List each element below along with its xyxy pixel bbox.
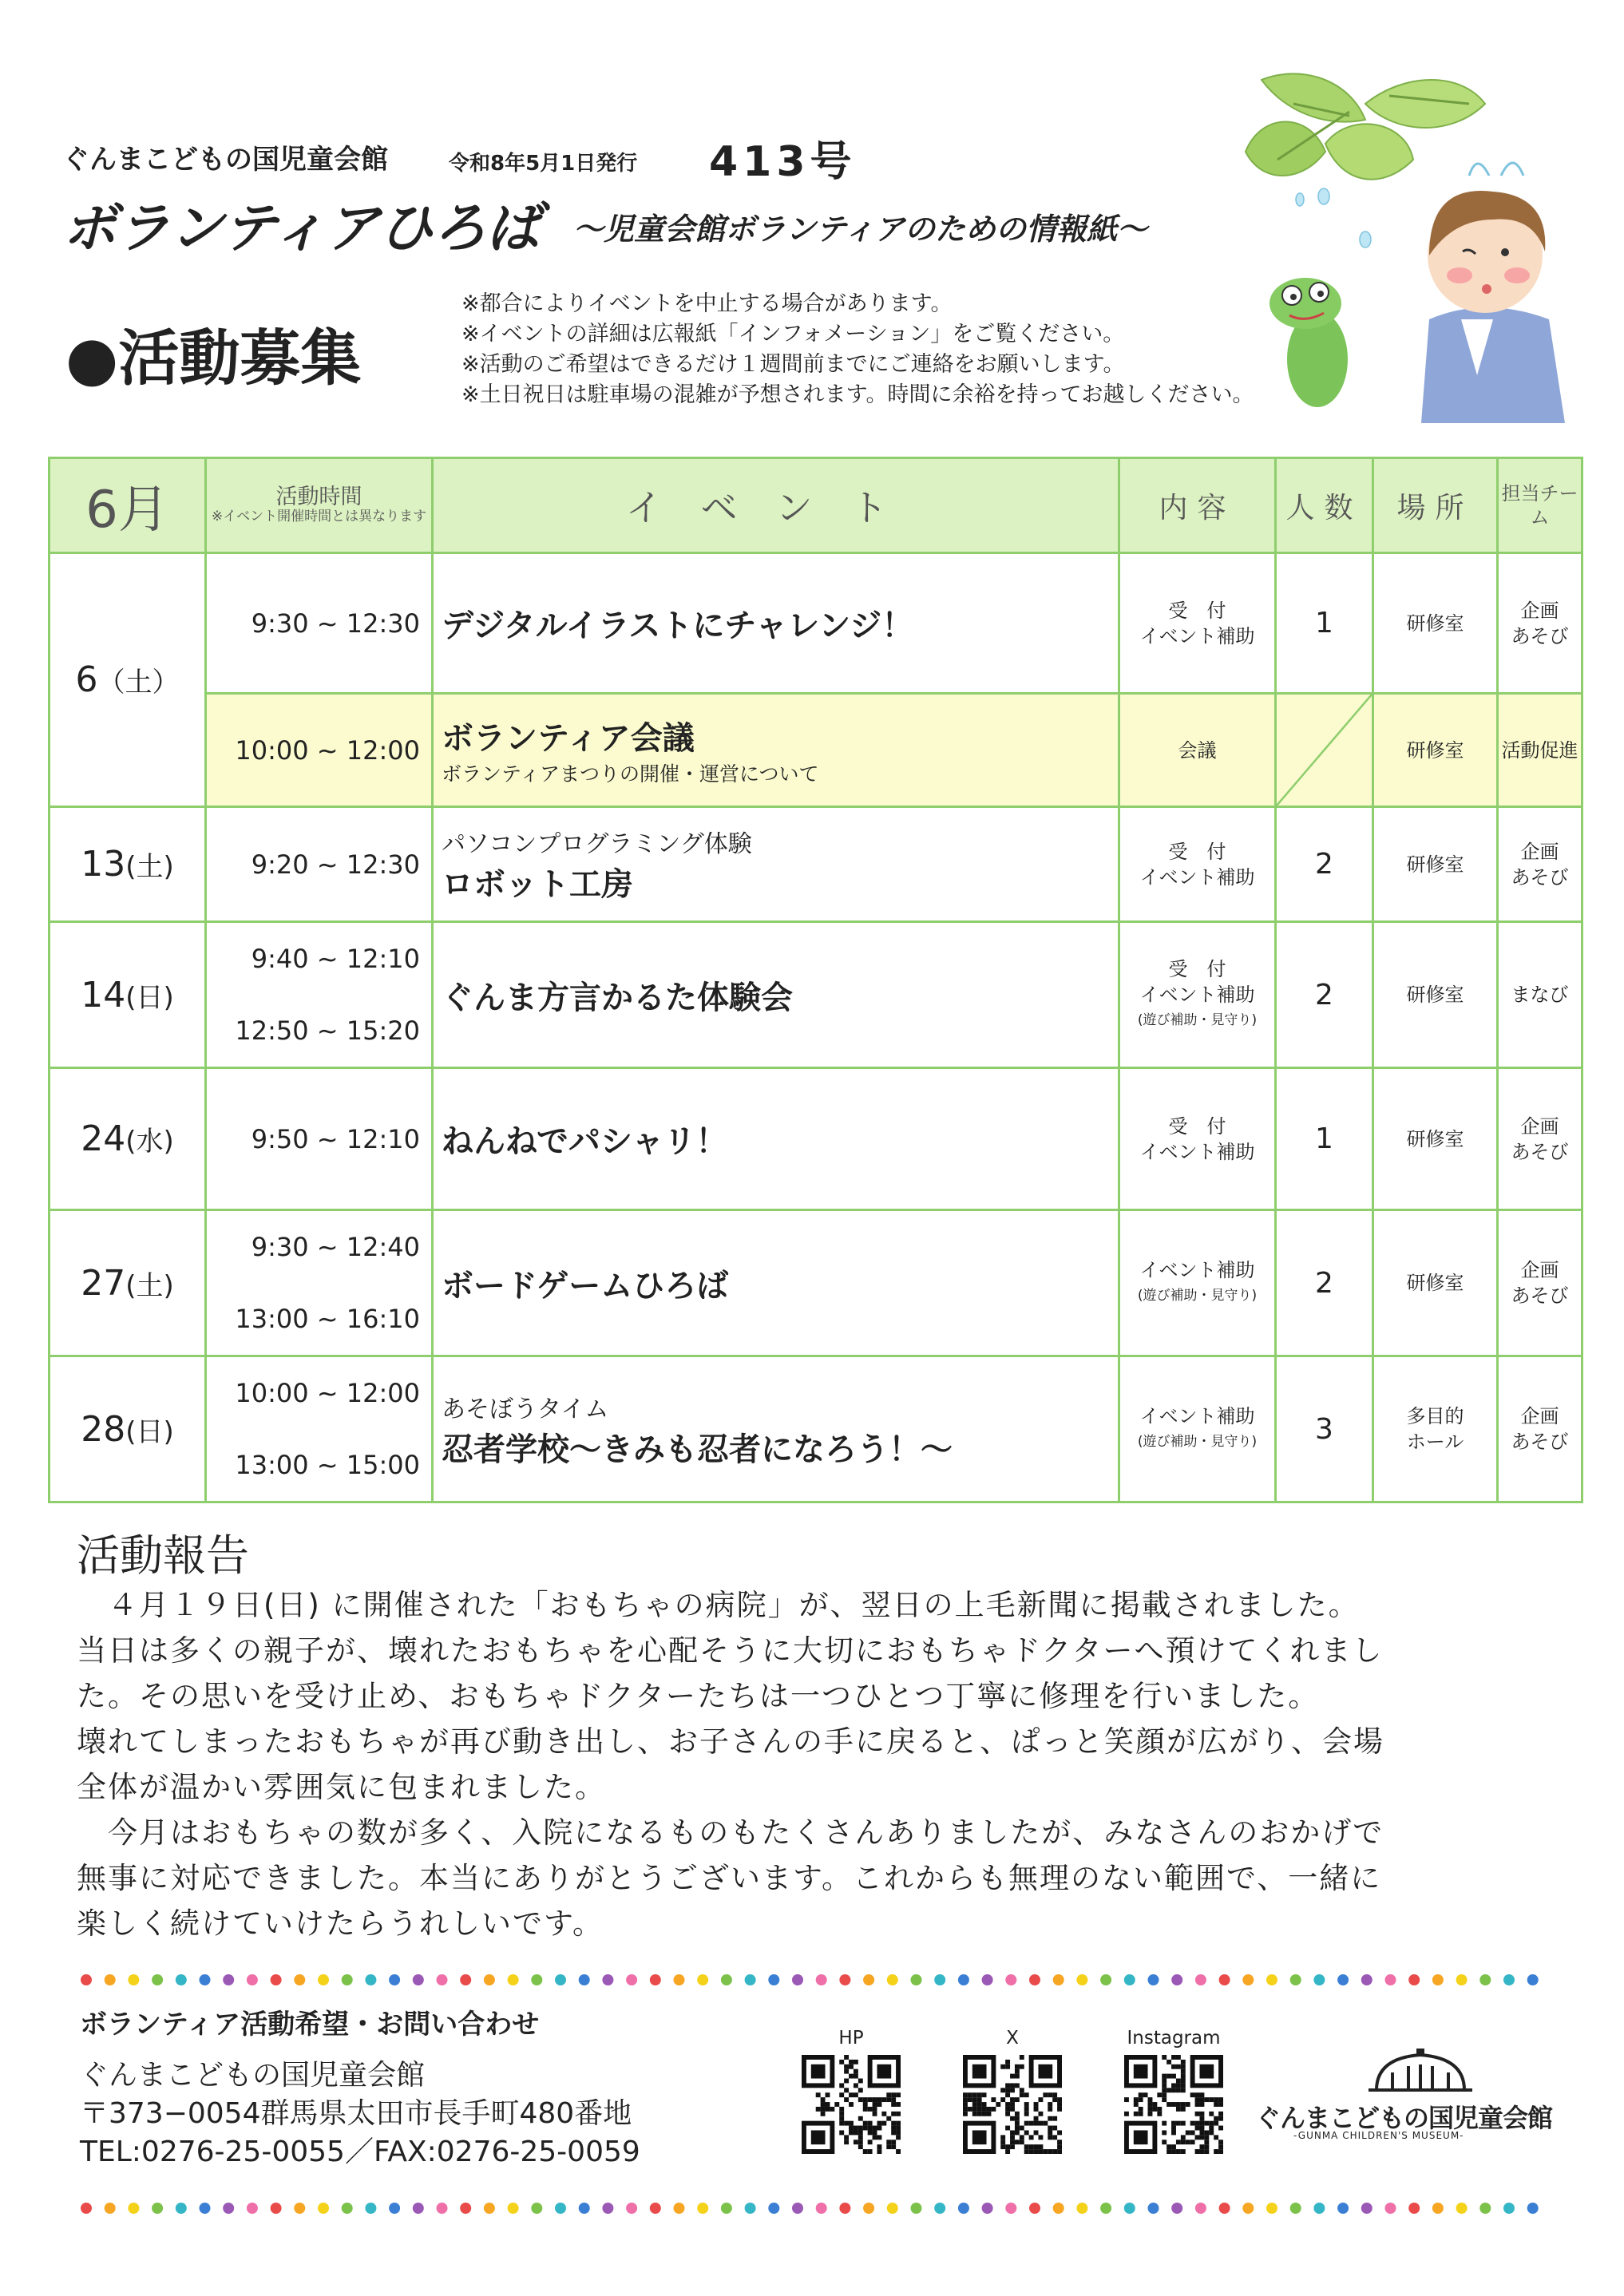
divider-dot [1432,1974,1444,1985]
divider-dot [982,2203,993,2214]
divider-dot [650,1974,661,1985]
time-slot: 10:00 ~ 12:00 [235,1378,420,1408]
content-note: (遊び補助・見守り) [1137,1288,1258,1304]
report-line: た。その思いを受け止め、おもちゃドクターたちは一つひとつ丁寧に修理を行いました。 [77,1679,1320,1713]
divider-dot [1385,1974,1396,1985]
event-title: ボードゲームひろば [442,1267,729,1304]
divider-dot [128,1974,139,1985]
recruitment-section-title: ●活動募集 [65,323,362,394]
date-cell [50,1210,206,1356]
divider-dot [389,1974,400,1985]
divider-dot [1266,1974,1277,1985]
day-number: 27 [81,1262,126,1304]
report-line: 無事に対応できました。本当にありがとうございます。これからも無理のない範囲で、一緒に [77,1861,1382,1895]
weekday: (日) [125,1415,174,1448]
date-cell [50,922,206,1068]
content-line: 受 付 [1168,958,1226,980]
divider-dot [626,1974,637,1985]
water-drops [1296,188,1371,247]
divider-dot [247,2203,258,2214]
notes-list [461,289,1254,410]
qr-code-icon[interactable] [963,2055,1062,2154]
divider-dot [792,2203,803,2214]
divider-dot [1124,2203,1135,2214]
divider-dot [579,2203,590,2214]
table-row [50,1210,1582,1356]
divider-dot [863,2203,874,2214]
people-cell: 3 [1276,1356,1373,1502]
divider-dot [365,2203,376,2214]
team-line: あそび [1511,1285,1569,1307]
time-cell [206,553,433,694]
divider-dot [674,1974,685,1985]
qr-block-instagram [1118,2028,1230,2157]
divider-dot [745,2203,756,2214]
place-header: 場所 [1373,458,1498,553]
divider-dot [176,1974,187,1985]
divider-dot [1195,2203,1206,2214]
table-row [50,1068,1582,1210]
divider-dot [839,2203,850,2214]
place-cell: 研修室 [1373,807,1498,922]
divider-dot [555,2203,566,2214]
note-item: ※土日祝日は駐車場の混雑が予想されます。時間に余裕を持ってお越しください。 [461,382,1254,407]
table-header-row [50,458,1582,553]
divider-dot [887,1974,898,1985]
content-line: イベント補助 [1139,984,1255,1006]
team-line: 企画 [1520,599,1559,622]
qr-label: HP [838,2028,864,2049]
time-cell [206,1356,433,1502]
divider-dot [911,1974,922,1985]
report-title: 活動報告 [77,1530,249,1581]
divider-dot [674,2203,685,2214]
month-label: 6月 [85,481,169,540]
divider-dot [1456,1974,1468,1985]
divider-dot [81,2203,92,2214]
activity-schedule-table [48,457,1583,1503]
time-header-note: ※イベント開催時間とは異なります [211,509,427,525]
time-cell [206,807,433,922]
event-cell [433,1210,1119,1356]
divider-dot [555,1974,566,1985]
divider-dot [1005,1974,1016,1985]
divider-dot [626,2203,637,2214]
issue-date: 令和8年5月1日発行 [449,152,638,176]
museum-dome-icon [1361,2049,1480,2096]
divider-dot [1053,1974,1064,1985]
content-cell: 会議 [1119,694,1276,807]
divider-dot [1527,1974,1539,1985]
content-cell [1119,922,1276,1068]
divider-dot [508,2203,519,2214]
qr-block-hp [795,2028,907,2157]
newsletter-title: ボランティアひろば [62,197,540,260]
place-cell: 研修室 [1373,1210,1498,1356]
content-line: イベント補助 [1139,1140,1255,1163]
divider-dot [389,2203,400,2214]
qr-code-icon[interactable] [802,2055,901,2154]
diagonal-slash [1277,695,1372,806]
divider-dot [365,1974,376,1985]
time-slot: 9:30 ~ 12:30 [251,608,420,639]
event-subtitle: パソコンプログラミング体験 [442,830,752,858]
event-title: ロボット工房 [442,866,633,903]
divider-dot [911,2203,922,2214]
divider-dot [460,1974,471,1985]
table-row-highlighted [50,694,1582,807]
divider-dot [1219,1974,1230,1985]
divider-dot [721,2203,732,2214]
team-cell: 活動促進 [1498,694,1582,807]
team-line: 企画 [1520,840,1559,863]
report-line: 楽しく続けていけたらうれしいです。 [77,1906,604,1941]
date-cell [50,807,206,922]
event-cell [433,553,1119,694]
divider-dot [484,1974,495,1985]
date-cell [50,553,206,807]
content-line: 受 付 [1168,599,1226,622]
table-row [50,807,1582,922]
weekday: (土) [125,851,174,883]
contact-phone: TEL:0276-25-0055／FAX:0276-25-0059 [80,2136,640,2168]
divider-dot [152,2203,163,2214]
contact-title: ボランティア活動希望・お問い合わせ [80,2009,540,2041]
divider-dot [697,2203,708,2214]
place-cell: 研修室 [1373,553,1498,694]
divider-dot [768,1974,779,1985]
divider-dot [745,1974,756,1985]
divider-dot [792,1974,803,1985]
content-line: 受 付 [1168,1114,1226,1138]
divider-dot [223,2203,234,2214]
event-cell [433,807,1119,922]
divider-dot [768,2203,779,2214]
divider-dot [579,1974,590,1985]
content-line: イベント補助 [1139,1405,1255,1427]
qr-label: Instagram [1127,2028,1221,2049]
divider-dot [1100,2203,1111,2214]
divider-dot [1148,1974,1159,1985]
place-cell: 研修室 [1373,922,1498,1068]
report-line: ４月１９日(日) に開催された「おもちゃの病院」が、翌日の上毛新聞に掲載されました。 [77,1588,1360,1622]
team-cell [1498,1356,1582,1502]
time-slot: 9:30 ~ 12:40 [251,1232,420,1262]
divider-dot [958,1974,969,1985]
weekday: (土) [125,1269,174,1302]
divider-dot [863,1974,874,1985]
organization-name: ぐんまこどもの国児童会館 [62,144,388,176]
qr-block-x [957,2028,1068,2157]
divider-dot [1195,1974,1206,1985]
time-slot: 12:50 ~ 15:20 [235,1015,420,1046]
event-title: 忍者学校〜きみも忍者になろう！〜 [442,1431,953,1468]
content-cell [1119,1210,1276,1356]
divider-dot [437,2203,448,2214]
divider-dot [105,2203,116,2214]
divider-dot [247,1974,258,1985]
table-row [50,922,1582,1068]
contact-name: ぐんまこどもの国児童会館 [80,2059,426,2092]
divider-dot [1124,1974,1135,1985]
people-cell: 1 [1276,553,1373,694]
divider-dot [602,2203,613,2214]
divider-dot [887,2203,898,2214]
day-number: 6 [75,659,98,700]
event-title: デジタルイラストにチャレンジ！ [442,608,914,644]
divider-dot [1029,2203,1040,2214]
event-title: ボランティア会議 [442,720,695,757]
divider-dot [697,1974,708,1985]
divider-dot [1290,2203,1301,2214]
team-line: あそび [1511,1431,1569,1453]
issue-number: 413号 [709,138,857,186]
team-cell: まなび [1498,922,1582,1068]
time-slot: 9:20 ~ 12:30 [251,849,420,880]
divider-dot [1456,2203,1468,2214]
event-subtitle: あそぼうタイム [442,1395,609,1423]
people-cell: 1 [1276,1068,1373,1210]
time-cell [206,1068,433,1210]
team-line: 企画 [1520,1405,1559,1427]
divider-dot [1242,1974,1254,1985]
divider-dot [1219,2203,1230,2214]
divider-dot [1100,1974,1111,1985]
place-cell [1373,1356,1498,1502]
contact-address: 〒373−0054群馬県太田市長手町480番地 [80,2097,632,2130]
content-line: イベント補助 [1139,1259,1255,1281]
divider-dot [1242,2203,1254,2214]
table-row [50,1356,1582,1502]
newsletter-subtitle: 〜児童会館ボランティアのための情報紙〜 [573,212,1147,247]
divider-dot [318,1974,329,1985]
day-number: 24 [81,1118,126,1159]
day-number: 14 [81,974,126,1015]
content-cell [1119,1356,1276,1502]
content-note: (遊び補助・見守り) [1137,1012,1258,1028]
boy [1421,163,1565,423]
team-line: 企画 [1520,1259,1559,1281]
content-line: イベント補助 [1139,624,1255,647]
time-header [206,458,433,553]
event-cell [433,1068,1119,1210]
team-cell [1498,553,1582,694]
time-slot: 13:00 ~ 16:10 [235,1304,420,1334]
divider-dot [934,2203,945,2214]
time-header-label: 活動時間 [275,485,362,509]
place-line: 多目的 [1406,1405,1464,1427]
report-body [77,1582,1514,1946]
team-line: あそび [1511,865,1569,889]
divider-dot [1479,2203,1491,2214]
note-item: ※都合によりイベントを中止する場合があります。 [461,291,953,316]
note-item: ※イベントの詳細は広報紙「インフォメーション」をご覧ください。 [461,322,1125,346]
divider-dot [1290,1974,1301,1985]
museum-logo-text: ぐんまこどもの国児童会館 [1255,2103,1553,2133]
divider-dot [1408,1974,1420,1985]
event-cell [433,1356,1119,1502]
date-cell [50,1356,206,1502]
frog [1269,278,1348,407]
divider-dot [1361,2203,1372,2214]
people-cell: 2 [1276,1210,1373,1356]
divider-dot [484,2203,495,2214]
divider-dot [1005,2203,1016,2214]
divider-dot [437,1974,448,1985]
divider-dot [105,1974,116,1985]
people-cell: 2 [1276,922,1373,1068]
team-cell [1498,1068,1582,1210]
divider-dot [1479,1974,1491,1985]
divider-dot [1171,2203,1182,2214]
divider-dot [602,1974,613,1985]
people-cell-empty [1276,694,1373,807]
event-note: ボランティアまつりの開催・運営について [442,762,819,786]
divider-dot [200,2203,211,2214]
divider-dot [1432,2203,1444,2214]
report-line: 全体が温かい雰囲気に包まれました。 [77,1770,606,1804]
place-cell: 研修室 [1373,694,1498,807]
team-line: あそび [1511,624,1569,647]
weekday: (日) [125,981,174,1014]
divider-dot [176,2203,187,2214]
time-slot: 10:00 ~ 12:00 [235,734,420,766]
time-slot: 13:00 ~ 15:00 [235,1450,420,1480]
time-slot: 9:50 ~ 12:10 [251,1123,420,1154]
event-cell [433,694,1119,807]
divider-dot [128,2203,139,2214]
event-header: イベント [433,458,1119,553]
divider-dot [1503,1974,1515,1985]
divider-dot [1503,2203,1515,2214]
divider-dot [1337,2203,1349,2214]
divider-dot [318,2203,329,2214]
divider-dot [271,1974,282,1985]
divider-dot [1076,2203,1087,2214]
report-line: 当日は多くの親子が、壊れたおもちゃを心配そうに大切におもちゃドクターへ預けてくれまし [77,1633,1384,1668]
boy-frog-leaves-illustration [1230,56,1581,423]
content-line: 受 付 [1168,840,1226,863]
content-note: (遊び補助・見守り) [1137,1434,1258,1450]
time-slot: 9:40 ~ 12:10 [251,944,420,974]
divider-dot [1076,1974,1087,1985]
date-cell [50,1068,206,1210]
time-cell [206,694,433,807]
people-cell: 2 [1276,807,1373,922]
time-cell [206,1210,433,1356]
people-header: 人数 [1276,458,1373,553]
divider-dot [816,2203,827,2214]
report-line: 今月はおもちゃの数が多く、入院になるものもたくさんありましたが、みなさんのおかげで [77,1815,1384,1850]
divider-dot [1266,2203,1277,2214]
divider-dot [413,1974,424,1985]
divider-dot [531,2203,542,2214]
divider-dot [1527,2203,1539,2214]
divider-dot [1385,2203,1396,2214]
event-title: ねんねでパシャリ！ [442,1123,728,1160]
qr-code-icon[interactable] [1124,2055,1223,2154]
divider-dot [650,2203,661,2214]
weekday: （土） [97,667,180,699]
team-cell [1498,1210,1582,1356]
divider-dot [200,1974,211,1985]
divider-dot [294,1974,305,1985]
divider-dot [152,1974,163,1985]
divider-dot [982,1974,993,1985]
divider-dot [1053,2203,1064,2214]
leaves [1246,73,1485,179]
weekday: (水) [125,1126,174,1158]
divider-dot [342,1974,353,1985]
divider-dot [1408,2203,1420,2214]
divider-dot [1029,1974,1040,1985]
qr-label: X [1006,2028,1019,2049]
divider-dot [1361,1974,1372,1985]
divider-dot [839,1974,850,1985]
table-row [50,553,1582,694]
divider-dot [81,1974,92,1985]
divider-dot [294,2203,305,2214]
event-title: ぐんま方言かるた体験会 [442,979,793,1016]
month-header [50,458,206,553]
museum-logo-subtext: -GUNMA CHILDREN'S MUSEUM- [1293,2130,1464,2141]
divider-dot [1171,1974,1182,1985]
dotted-divider-bottom [80,2200,1549,2216]
divider-dot [1337,1974,1349,1985]
team-header: 担当チーム [1498,458,1582,553]
content-cell [1119,553,1276,694]
divider-dot [531,1974,542,1985]
content-cell [1119,807,1276,922]
team-line: 企画 [1520,1114,1559,1138]
divider-dot [816,1974,827,1985]
day-number: 28 [81,1408,126,1450]
divider-dot [223,1974,234,1985]
divider-dot [508,1974,519,1985]
place-cell: 研修室 [1373,1068,1498,1210]
content-cell [1119,1068,1276,1210]
time-cell [206,922,433,1068]
content-line: イベント補助 [1139,865,1255,889]
divider-dot [271,2203,282,2214]
note-item: ※活動のご希望はできるだけ１週間前までにご連絡をお願いします。 [461,352,1125,377]
divider-dot [1313,2203,1325,2214]
divider-dot [460,2203,471,2214]
divider-dot [1313,1974,1325,1985]
team-cell [1498,807,1582,922]
contact-info [80,2057,640,2171]
divider-dot [413,2203,424,2214]
divider-dot [958,2203,969,2214]
divider-dot [934,1974,945,1985]
day-number: 13 [81,844,126,885]
dotted-divider-top [80,1972,1549,1988]
report-line: 壊れてしまったおもちゃが再び動き出し、お子さんの手に戻ると、ぱっと笑顔が広がり、会場 [77,1724,1384,1759]
place-line: ホール [1406,1431,1464,1453]
content-header: 内容 [1119,458,1276,553]
divider-dot [721,1974,732,1985]
team-line: あそび [1511,1140,1569,1163]
divider-dot [342,2203,353,2214]
event-cell [433,922,1119,1068]
divider-dot [1148,2203,1159,2214]
